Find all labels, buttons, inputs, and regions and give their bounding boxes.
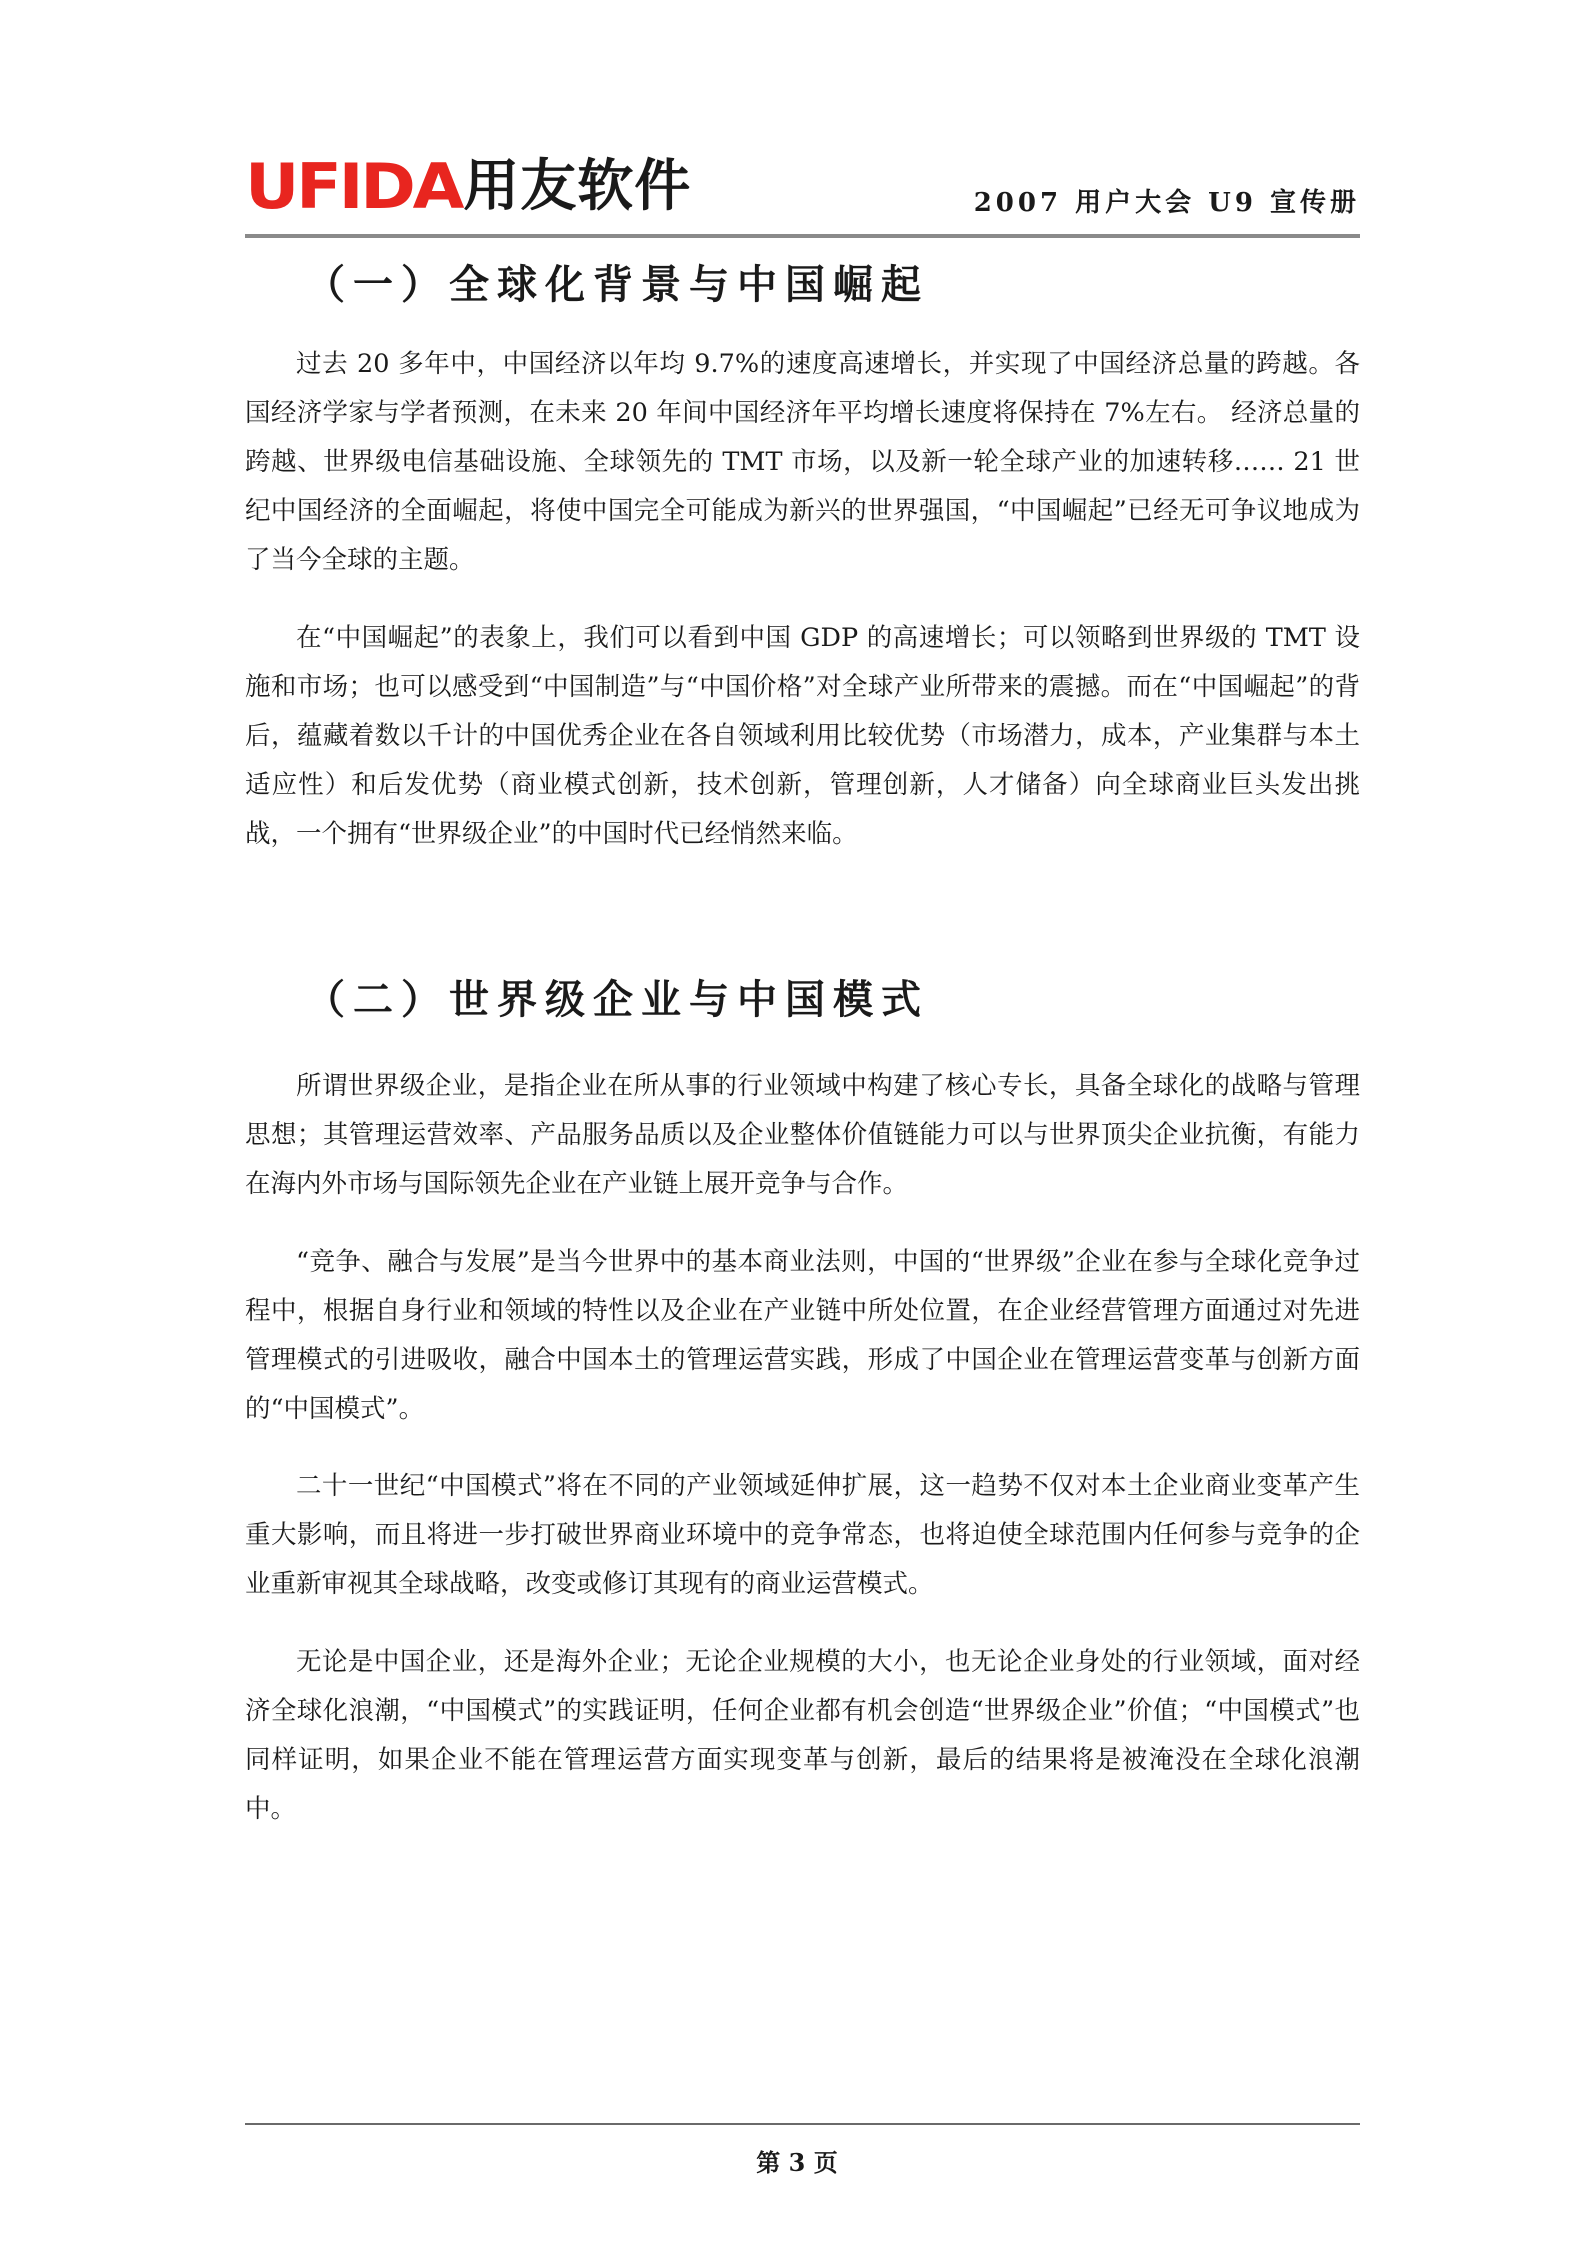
header-divider [245,234,1360,238]
section-2-heading: （二）世界级企业与中国模式 [305,977,929,1023]
logo-chinese-text: 用友软件 [463,154,692,219]
header-title: 2007 用户大会 U9 宣传册 [973,188,1360,218]
section-2-paragraph-4: 无论是中国企业，还是海外企业；无论企业规模的大小，也无论企业身处的行业领域，面对经济全球化浪潮，“中国模式”的实践证明，任何企业都有机会创造“世界级企业”价值；“中国模式”也同样证明，如果企业不能在管理运营方面实现变革与创新，最后的结果将是被淹没在全球化浪潮中。 [245,1647,1360,1824]
section-2-paragraph-3: 二十一世纪“中国模式”将在不同的产业领域延伸扩展，这一趋势不仅对本土企业商业变革产生重大影响，而且将进一步打破世界商业环境中的竞争常态，也将迫使全球范围内任何参与竞争的企业重新审视其全球战略，改变或修订其现有的商业运营模式。 [245,1471,1360,1599]
footer-divider [245,2123,1360,2125]
section-2-paragraph-2: “竞争、融合与发展”是当今世界中的基本商业法则，中国的“世界级”企业在参与全球化竞争过程中，根据自身行业和领域的特性以及企业在产业链中所处位置，在企业经营管理方面通过对先进管理模式的引进吸收，融合中国本土的管理运营实践，形成了中国企业在管理运营变革与创新方面的“中国模式”。 [245,1247,1360,1424]
page-header [245,140,1360,240]
logo-latin-text: UFIDA [245,150,462,223]
section-1-paragraph-2: 在“中国崛起”的表象上，我们可以看到中国 GDP 的高速增长；可以领略到世界级的 TMT 设施和市场；也可以感受到“中国制造”与“中国价格”对全球产业所带来的震撼。而在“中国崛起”的背后，蕴藏着数以千计的中国优秀企业在各自领域利用比较优势（市场潜力，成本，产业集群与本土适应性）和后发优势（商业模式创新，技术创新，管理创新，人才储备）向全球商业巨头发出挑战，一个拥有“世界级企业”的中国时代已经悄然来临。 [245,623,1360,849]
ufida-logo [245,152,691,222]
page-number: 第 3 页 [756,2148,838,2177]
section-1-heading: （一）全球化背景与中国崛起 [305,262,929,308]
section-2-paragraph-1: 所谓世界级企业，是指企业在所从事的行业领域中构建了核心专长，具备全球化的战略与管理思想；其管理运营效率、产品服务品质以及企业整体价值链能力可以与世界顶尖企业抗衡，有能力在海内外市场与国际领先企业在产业链上展开竞争与合作。 [245,1071,1360,1199]
section-1-paragraph-1: 过去 20 多年中，中国经济以年均 9.7%的速度高速增长，并实现了中国经济总量的跨越。各国经济学家与学者预测，在未来 20 年间中国经济年平均增长速度将保持在 7%左右。 经济总量的跨越、世界级电信基础设施、全球领先的 TMT 市场，以及新一轮全球产业的加速转移…… 21 世纪中国经济的全面崛起，将使中国完全可能成为新兴的世界强国，“中国崛起”已经无可争议地成为了当今全球的主题。 [245,349,1360,575]
